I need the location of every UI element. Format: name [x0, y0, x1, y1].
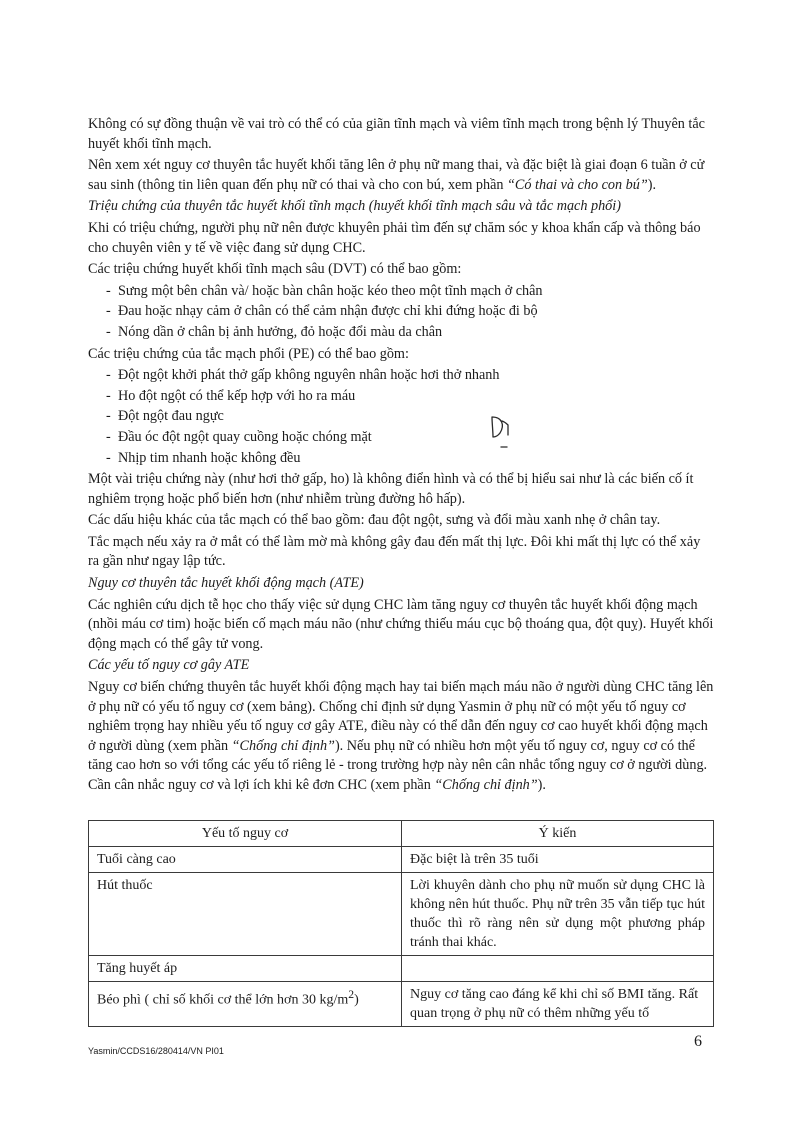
paragraph-pe-intro: Các triệu chứng của tắc mạch phổi (PE) có thể bao gồm: — [88, 345, 409, 362]
paragraph-epidemiology: Các nghiên cứu dịch tễ học cho thấy việc sử dụng CHC làm tăng nguy cơ thuyên tắc huyết khối động mạch (nhồi máu cơ tim) hoặc biến cố mạch máu não (như chứng thiếu máu cục bộ thoáng qua, đột quỵ). Huyết khối động mạch có thể gây tử vong. — [88, 596, 714, 652]
list-item: - Nhịp tim nhanh hoặc không đều — [106, 449, 301, 466]
list-item: - Đột ngột đau ngực — [106, 408, 224, 425]
column-header: Ý kiến — [402, 821, 714, 847]
cross-reference: “Chống chỉ định” — [231, 737, 335, 754]
table-cell: Hút thuốc — [89, 873, 402, 956]
list-item: - Đột ngột khởi phát thở gấp không nguyên nhân hoặc hơi thở nhanh — [106, 367, 500, 384]
column-header: Yếu tố nguy cơ — [89, 821, 402, 847]
section-heading-ate: Nguy cơ thuyên tắc huyết khối động mạch (ATE) — [88, 575, 364, 592]
cross-reference: “Có thai và cho con bú” — [507, 176, 648, 193]
table-row — [89, 873, 714, 956]
table-cell: Nguy cơ tăng cao đáng kể khi chỉ số BMI tăng. Rất quan trọng ở phụ nữ có thêm những yếu tố — [402, 982, 714, 1027]
table-cell — [402, 956, 714, 982]
section-heading-ate-risk-factors: Các yếu tố nguy cơ gây ATE — [88, 657, 250, 674]
paragraph-dvt-intro: Các triệu chứng huyết khối tĩnh mạch sâu (DVT) có thể bao gồm: — [88, 261, 462, 278]
table-cell: Lời khuyên dành cho phụ nữ muốn sử dụng CHC là không nên hút thuốc. Phụ nữ trên 35 vẫn tiếp tục hút thuốc thì rõ ràng nên sử dụng một phương pháp tránh thai khác. — [402, 873, 714, 956]
list-item: - Sưng một bên chân và/ hoặc bàn chân hoặc kéo theo một tĩnh mạch ở chân — [106, 282, 543, 299]
document-code: Yasmin/CCDS16/280414/VN PI01 — [88, 1046, 224, 1056]
paragraph-pregnancy: Nên xem xét nguy cơ thuyên tắc huyết khối tăng lên ở phụ nữ mang thai, và đặc biệt là giai đoạn 6 tuần ở cử sau sinh (thông tin liên quan đến phụ nữ có thai và cho con bú, xem phần “Có thai và cho con bú”). — [88, 157, 705, 193]
table-header-row — [89, 821, 714, 847]
page-number: 6 — [694, 1033, 702, 1050]
cross-reference: “Chống chỉ định” — [434, 777, 538, 793]
dvt-symptom-list — [88, 282, 714, 343]
table-cell: Tăng huyết áp — [89, 956, 402, 982]
table-cell: Béo phì ( chỉ số khối cơ thể lớn hơn 30 $kg/m^2$) — [89, 982, 402, 1027]
table-cell: Tuổi càng cao — [89, 847, 402, 873]
list-item: - Ho đột ngột có thể kếp hợp với ho ra máu — [106, 387, 356, 404]
paragraph-varicose: Không có sự đồng thuận về vai trò có thể có của giãn tĩnh mạch và viêm tĩnh mạch trong bệnh lý Thuyên tắc huyết khối tĩnh mạch. — [88, 116, 705, 152]
handwritten-initials-icon — [488, 413, 518, 453]
table-row — [89, 956, 714, 982]
paragraph-risk-factors: Nguy cơ biến chứng thuyên tắc huyết khối động mạch hay tai biến mạch máu não ở người dùng CHC tăng lên ở phụ nữ có yếu tố nguy cơ (xem bảng). Chống chỉ định sử dụng Yasmin ở phụ nữ có một yếu tố nguy cơ nghiêm trọng hay nhiều yếu tố nguy cơ gây ATE, điều này có thể dẫn đến nguy cơ cao huyết khối động mạch ở người dùng (xem phần “Chống chỉ định”). Nếu phụ nữ có nhiều hơn một yếu tố nguy cơ, nguy cơ có thể tăng cao hơn so với tổng các yếu tố riêng lẻ - trong trường hợp này nên cân nhắc tổng nguy cơ ở người dùng. Cần cân nhắc nguy cơ và lợi ích khi kê đơn CHC (xem phần “Chống chỉ định”). — [88, 679, 714, 793]
list-item: - Nóng dần ở chân bị ảnh hưởng, đỏ hoặc đổi màu da chân — [106, 323, 443, 340]
table-row — [89, 847, 714, 873]
list-item: - Đau hoặc nhạy cảm ở chân có thể cảm nhận được chỉ khi đứng hoặc đi bộ — [106, 303, 538, 320]
pe-symptom-list — [88, 366, 714, 468]
list-item: - Đầu óc đột ngột quay cuồng hoặc chóng mặt — [106, 428, 372, 445]
table-cell: Đặc biệt là trên 35 tuổi — [402, 847, 714, 873]
risk-factor-table — [88, 820, 714, 1027]
paragraph-eye: Tắc mạch nếu xảy ra ở mắt có thể làm mờ mà không gây đau đến mất thị lực. Đôi khi mất thị lực có thể xảy ra gần như ngay lập tức. — [88, 533, 701, 570]
table-row — [89, 982, 714, 1027]
main-text — [88, 115, 714, 798]
paragraph-seek-care: Khi có triệu chứng, người phụ nữ nên được khuyên phải tìm đến sự chăm sóc y khoa khẩn cấp và thông báo cho chuyên viên y tế về việc đang sử dụng CHC. — [88, 219, 701, 256]
section-heading-vte-symptoms: Triệu chứng của thuyên tắc huyết khối tĩnh mạch (huyết khối tĩnh mạch sâu và tắc mạch phổi) — [88, 198, 621, 215]
paragraph-other-signs: Các dấu hiệu khác của tắc mạch có thể bao gồm: đau đột ngột, sưng và đổi màu xanh nhẹ ở chân tay. — [88, 512, 661, 529]
paragraph-atypical: Một vài triệu chứng này (như hơi thở gấp, ho) là không điển hình và có thể bị hiểu sai như là các biến cố ít nghiêm trọng hoặc phổ biến hơn (như nhiễm trùng đường hô hấp). — [88, 471, 694, 507]
